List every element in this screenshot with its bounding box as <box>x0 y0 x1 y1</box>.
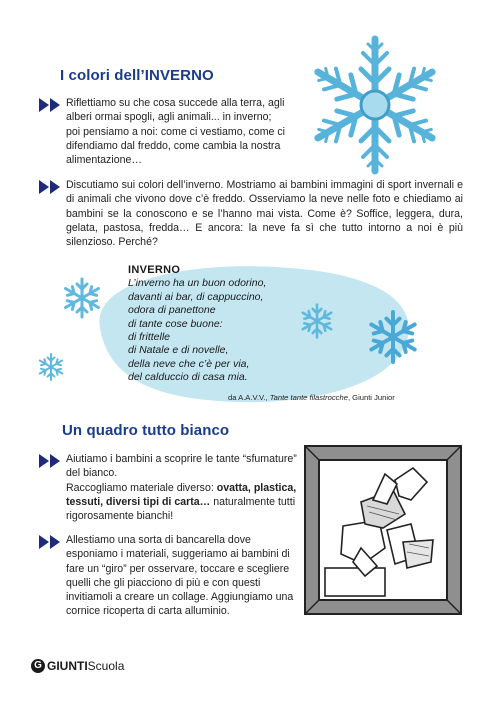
double-arrow-icon <box>39 535 61 549</box>
poem-line: di Natale e di novelle, <box>128 344 229 357</box>
raccogliamo-end: naturalmente tutti rigorosamente bianchi! <box>66 495 296 523</box>
snowflake-icon <box>36 352 66 382</box>
paragraph-discutiamo: Discutiamo sui colori dell’inverno. Mostriamo ai bambini immagini di sport invernali e di animali che vivono dove c’è freddo. Osserviamo la neve nelle foto e chiediamo ai bambini se la conoscono e se l’hanno mai vista. Come è? Soffice, leggera, dura, gelata, pastosa, fredda… E ancora: la neve fa sì che tutto intorno a noi è più silenzioso. Perché? <box>66 179 463 249</box>
snowflake-icon <box>364 308 422 366</box>
paragraph-raccogliamo <box>66 481 299 524</box>
logo-scuola: Scuola <box>87 659 125 673</box>
poem-line: L’inverno ha un buon odorino, <box>128 277 267 290</box>
poem <box>128 264 266 385</box>
giunti-g-icon: G <box>31 659 45 673</box>
poem-line: di frittelle <box>128 331 171 344</box>
poem-line: odora di panettone <box>128 304 216 317</box>
raccogliamo-materials: ovatta, plastica, tessuti, diversi tipi di carta… <box>66 481 297 508</box>
section-title-quadro-bianco: Un quadro tutto bianco <box>62 422 230 439</box>
poem-line: di tante cose buone: <box>128 317 223 330</box>
poem-credit <box>228 393 395 402</box>
paragraph-riflettiamo: Riflettiamo su che cosa succede alla terra, agli alberi ormai spogli, agli animali... in inverno; poi pensiamo a noi: come ci vestiamo, come ci difendiamo dal freddo, come cambia la nostra alimentazione… <box>66 97 286 167</box>
double-arrow-icon <box>39 180 61 194</box>
large-snowflake-icon <box>300 30 450 180</box>
credit-publisher: , Giunti Junior <box>347 393 395 402</box>
raccogliamo-start: Raccogliamo materiale diverso: <box>66 481 217 494</box>
poem-title: INVERNO <box>128 264 181 276</box>
framed-collage-illustration <box>303 444 463 616</box>
double-arrow-icon <box>39 454 61 468</box>
poem-line: del calduccio di casa mia. <box>128 371 248 384</box>
logo-giunti: GIUNTI <box>47 659 88 673</box>
snowflake-icon <box>298 302 336 340</box>
credit-author: da A.A.V.V., <box>228 393 268 402</box>
poem-line: davanti ai bar, di cappuccino, <box>128 290 264 303</box>
paragraph-aiutiamo <box>66 452 299 523</box>
section-title-colori-inverno: I colori dell’INVERNO <box>60 67 214 84</box>
double-arrow-icon <box>39 98 61 112</box>
snowflake-icon <box>60 276 104 320</box>
paragraph-aiutiamo-text: Aiutiamo i bambini a scoprire le tante “sfumature” del bianco. <box>66 453 297 480</box>
credit-book: Tante tante filastrocche <box>269 393 348 402</box>
paragraph-allestiamo: Allestiamo una sorta di bancarella dove esponiamo i materiali, suggeriamo ai bambini di fare un “giro” per osservare, toccare e scegliere quelli che gli piacciono di più e con questi invitiamoli a creare un collage. Aggiungiamo una cornice ricoperta di carta alluminio. <box>66 534 294 618</box>
giunti-scuola-logo <box>31 659 124 673</box>
poem-line: della neve che c’è per via, <box>128 357 250 370</box>
